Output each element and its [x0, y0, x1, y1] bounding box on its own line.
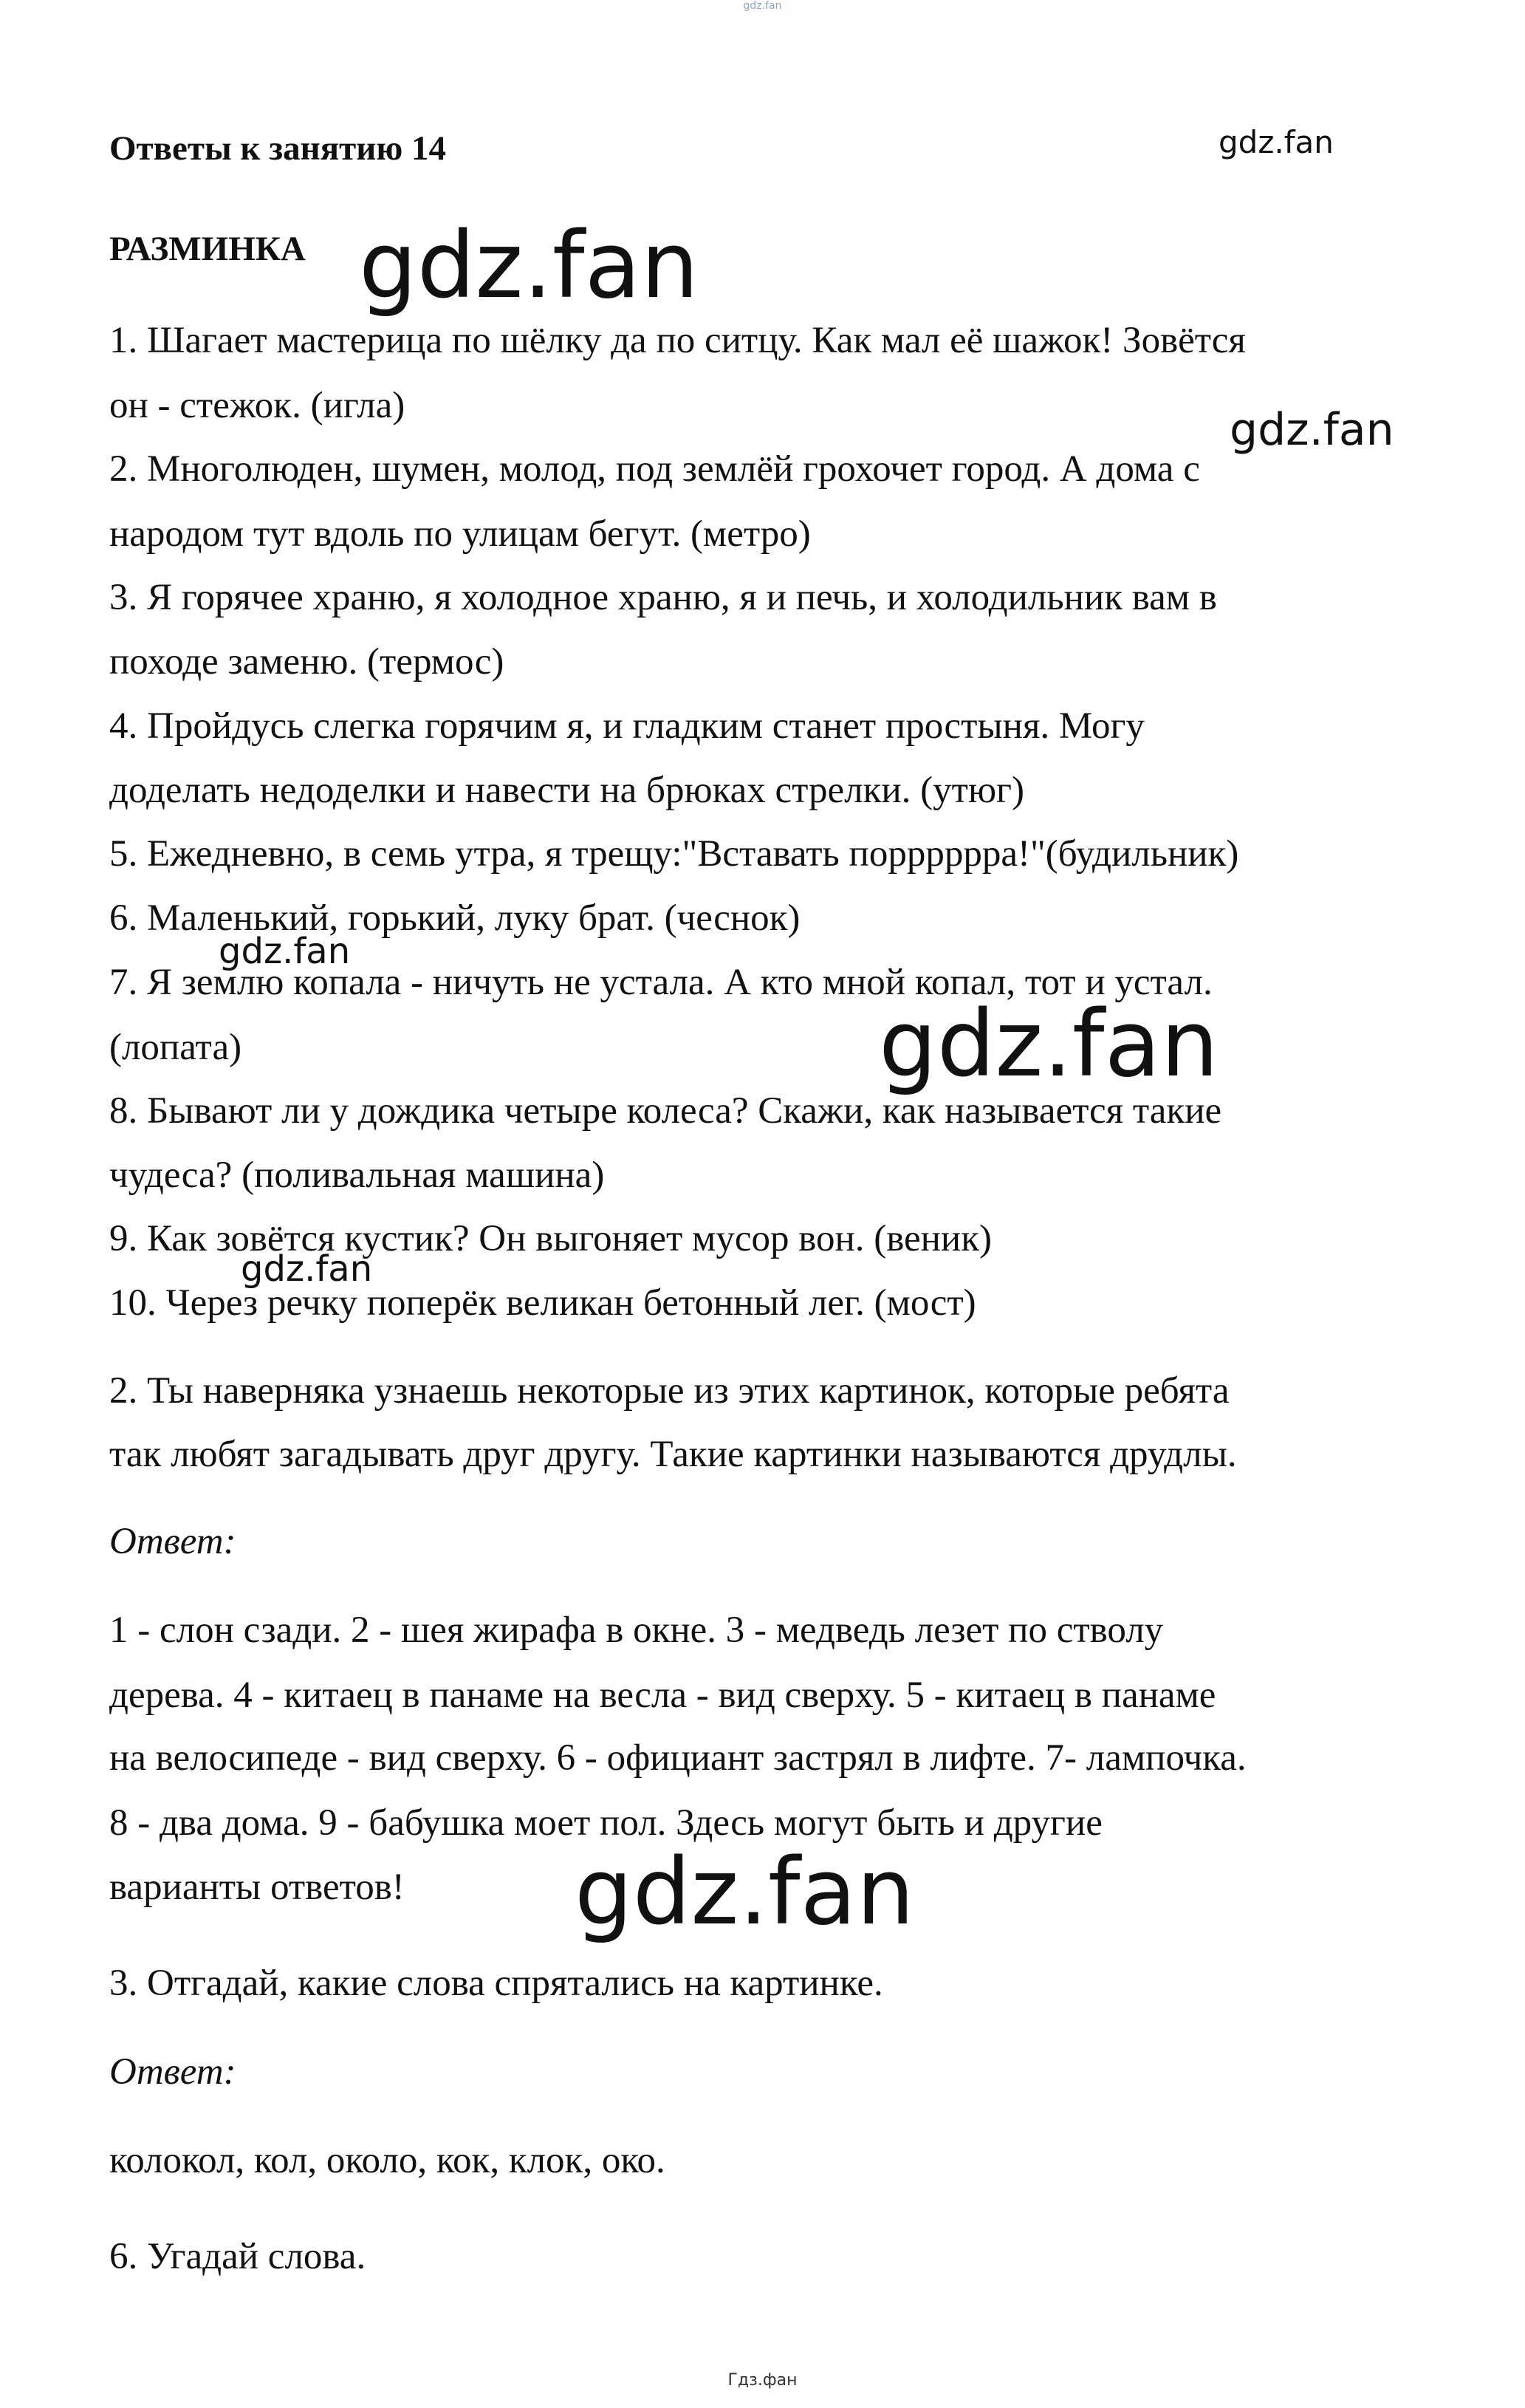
text-line: 10. Через речку поперёк великан бетонный лег. (мост) [109, 1282, 976, 1324]
watermark: gdz.fan [1230, 404, 1394, 456]
answer-line: колокол, кол, около, кок, клок, око. [109, 2140, 665, 2181]
watermark: gdz.fan [575, 1839, 915, 1946]
question-line: 2. Ты наверняка узнаешь некоторые из этих картинок, которые ребята [109, 1370, 1230, 1412]
question-line: 6. Угадай слова. [109, 2236, 366, 2277]
watermark: gdz.fan [1219, 124, 1334, 160]
text-line: походе заменю. (термос) [109, 641, 504, 683]
text-line: 9. Как зовётся кустик? Он выгоняет мусор вон. (веник) [109, 1218, 992, 1259]
footer-watermark: Гдз.фан [727, 2371, 798, 2390]
question-line: так любят загадывать друг другу. Такие картинки называются друдлы. [109, 1434, 1237, 1475]
watermark: gdz.fan [241, 1248, 373, 1290]
answer-line: на велосипеде - вид сверху. 6 - официант застрял в лифте. 7- лампочка. [109, 1737, 1247, 1779]
answer-line: 8 - два дома. 9 - бабушка моет пол. Здесь могут быть и другие [109, 1802, 1103, 1844]
watermark: gdz.fan [219, 931, 351, 972]
top-watermark: gdz.fan [743, 0, 782, 12]
text-line: 5. Ежедневно, в семь утра, я трещу:"Вставать порррррра!"(будильник) [109, 833, 1239, 875]
text-line: он - стежок. (игла) [109, 385, 405, 426]
text-line: 1. Шагает мастерица по шёлку да по ситцу. Как мал её шажок! Зовётся [109, 320, 1246, 361]
text-line: 2. Многолюден, шумен, молод, под землёй грохочет город. А дома с [109, 448, 1200, 490]
text-line: чудеса? (поливальная машина) [109, 1155, 605, 1196]
text-line: доделать недоделки и навести на брюках стрелки. (утюг) [109, 770, 1024, 811]
section-heading: РАЗМИНКА [109, 230, 306, 268]
text-line: 8. Бывают ли у дождика четыре колеса? Скажи, как называется такие [109, 1090, 1222, 1132]
answer-line: варианты ответов! [109, 1867, 405, 1908]
watermark: gdz.fan [879, 991, 1219, 1098]
page-title: Ответы к занятию 14 [109, 129, 446, 168]
text-line: 7. Я землю копала - ничуть не устала. А кто мной копал, тот и устал. [109, 962, 1213, 1003]
text-line: 6. Маленький, горький, луку брат. (чеснок) [109, 897, 801, 939]
text-line: (лопата) [109, 1027, 242, 1068]
text-line: 3. Я горячее храню, я холодное храню, я и печь, и холодильник вам в [109, 577, 1217, 618]
answer-line: 1 - слон сзади. 2 - шея жирафа в окне. 3 - медведь лезет по стволу [109, 1610, 1164, 1651]
question-line: 3. Отгадай, какие слова спрятались на картинке. [109, 1963, 883, 2004]
answer-line: дерева. 4 - китаец в панаме на весла - вид сверху. 5 - китаец в панаме [109, 1675, 1216, 1716]
text-line: народом тут вдоль по улицам бегут. (метро) [109, 513, 811, 555]
answer-label: Ответ: [109, 1521, 236, 1562]
text-line: 4. Пройдусь слегка горячим я, и гладким станет простыня. Могу [109, 705, 1145, 747]
watermark: gdz.fan [359, 213, 699, 319]
answer-label: Ответ: [109, 2051, 236, 2093]
